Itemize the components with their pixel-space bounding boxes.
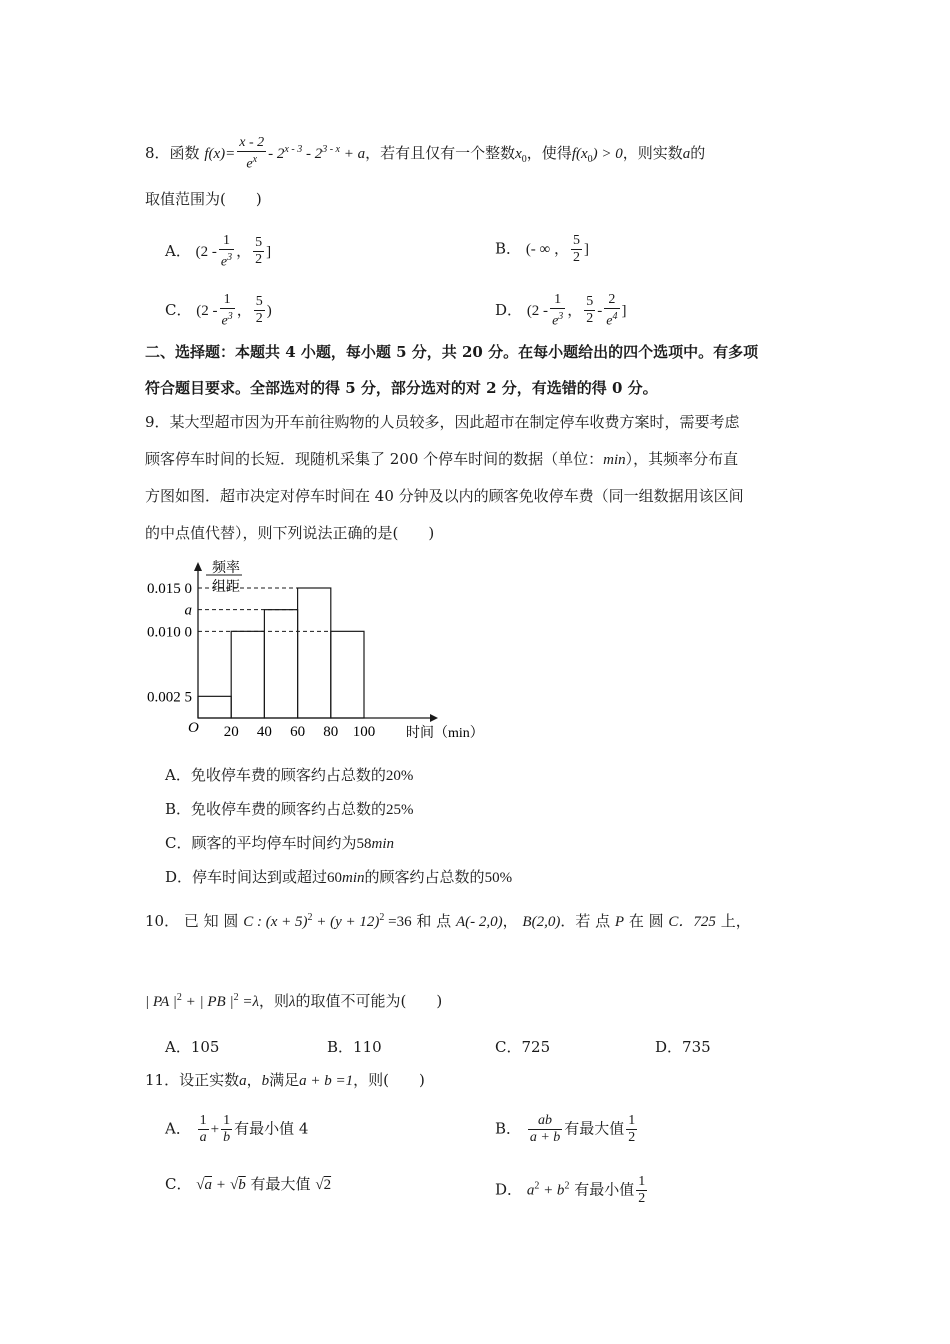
q9-option-c-label: C． (165, 834, 192, 852)
q8-a: a (682, 145, 691, 162)
q8-cond: f(x (571, 145, 588, 162)
q8-a-comma: ， (236, 241, 252, 260)
q8-a-end: ] (266, 243, 272, 260)
q8-c-end: ) (266, 302, 272, 319)
q8-number: 8． (145, 143, 170, 162)
q8-d-frac1-den-exp: 3 (558, 311, 564, 322)
q9-option-c-value: 58 (356, 836, 372, 852)
q11-c-root2: b (238, 1177, 246, 1193)
q8-a-frac2-num: 5 (255, 235, 263, 251)
q11-option-b[interactable] (495, 1113, 639, 1146)
q8-term3: + a (339, 145, 366, 162)
q11-a-frac2 (221, 1113, 232, 1146)
q9-option-d-value2: 50% (484, 870, 513, 886)
q11-option-a[interactable] (165, 1113, 308, 1146)
q8-fraction (237, 135, 266, 173)
q8-option-c[interactable] (165, 292, 272, 330)
q8-d-frac2 (584, 294, 595, 327)
y-label-bottom: 组距 (212, 580, 240, 595)
q10-sq2: 2 (379, 912, 385, 923)
sqrt-icon: √ (196, 1177, 205, 1193)
q8-d-frac1-den-base: e (552, 313, 559, 329)
q10-text4: ．若 点 (560, 912, 611, 930)
q8-d-frac3-den-exp: 4 (612, 311, 618, 322)
q11-c-root1: a (204, 1177, 212, 1193)
q11-c-plus: + (216, 1177, 226, 1193)
q8-c-frac1-den-exp: 3 (227, 311, 233, 322)
q11-d-sq1: 2 (534, 1180, 540, 1192)
q8-c-frac1-den (220, 309, 235, 330)
q9-option-b-label: B． (165, 800, 192, 818)
x-tick-label: 80 (323, 724, 339, 740)
x-axis-label: 时间（min） (406, 726, 484, 741)
q9-stem-line2 (145, 449, 738, 470)
q8-d-comma: ， (567, 300, 583, 319)
q8-frac-den-base: e (246, 156, 253, 172)
q8-option-c-label: C． (165, 300, 192, 319)
q11-d-frac-den: 2 (638, 1191, 646, 1206)
q9-option-a-text: 免收停车费的顾客约占总数的 (190, 766, 386, 784)
q11-option-b-label: B． (495, 1119, 522, 1138)
q11-d-text: 有最小值 (574, 1180, 635, 1199)
q8-c-frac1-den-base: e (221, 313, 228, 329)
q11-condition: a + b =1 (299, 1073, 354, 1089)
q8-a-frac2 (253, 235, 264, 268)
q8-text5: 的 (690, 143, 706, 162)
q8-frac-den (237, 152, 266, 173)
histogram-static (188, 560, 484, 741)
q8-d-end: ] (621, 302, 627, 319)
q10-lambda: λ (288, 994, 296, 1010)
q11-d-frac (636, 1174, 647, 1207)
section2-heading-line1: 二、选择题：本题共 4 小题，每小题 5 分，共 20 分。在每小题给出的四个选项中。有多项 (145, 343, 759, 361)
q10-sq1: 2 (307, 912, 313, 923)
q8-d-frac1 (550, 292, 565, 330)
q10-esq2: 2 (233, 992, 239, 1003)
q8-c-frac1 (220, 292, 235, 330)
q8-term2: - 2 (302, 145, 323, 162)
q9-option-b-text: 免收停车费的顾客约占总数的 (191, 800, 387, 818)
sqrt-icon: √ (230, 1177, 239, 1193)
q10-point-p: P (614, 914, 625, 930)
q10-esq1: 2 (176, 992, 182, 1003)
q9-option-d-label: D． (165, 868, 193, 886)
q10-text8: 的取值不可能为( ) (295, 992, 443, 1010)
q8-frac-num: x - 2 (239, 135, 265, 150)
q11-b-frac (528, 1113, 562, 1146)
x-tick-label: 20 (223, 724, 239, 740)
q10-text1: 已 知 圆 (183, 912, 239, 930)
q9-option-d-text: 停车时间达到或超过 (192, 868, 328, 886)
q10-stem-line2 (145, 988, 442, 1012)
q11-a-text: 有最小值 4 (234, 1119, 309, 1138)
q10-number: 10． (145, 912, 180, 930)
y-tick-label: a (184, 602, 192, 619)
section2-heading-line2: 符合题目要求。全部选对的得 5 分，部分选对的对 2 分，有选错的得 0 分。 (145, 379, 658, 397)
q8-d-frac2-num: 5 (586, 294, 594, 310)
q11-c-root3: 2 (323, 1177, 332, 1193)
q8-a-frac2-den: 2 (255, 252, 263, 268)
x-tick-label: 40 (256, 724, 272, 740)
q11-a-frac1-num: 1 (199, 1113, 207, 1128)
q10-expr3: =λ (238, 994, 259, 1010)
q11-d-sq2: 2 (564, 1180, 570, 1192)
q8-b-frac-num: 5 (573, 233, 580, 248)
q9-option-d[interactable] (165, 867, 512, 888)
q8-option-b-label: B． (495, 239, 522, 258)
q11-a: a (239, 1073, 247, 1089)
histogram-bar (298, 588, 331, 718)
q9-stem-line2a: 顾客停车时间的长短．现随机采集了 200 个停车时间的数据（单位： (145, 450, 604, 468)
q8-d-frac1-den (550, 309, 565, 330)
q9-stem-line2b: ），其频率分布直 (625, 450, 739, 468)
q8-d-frac2-den: 2 (586, 311, 594, 327)
q11-option-d[interactable] (495, 1174, 649, 1207)
q10-circle-eq3: =36 (384, 914, 412, 930)
q11-a-frac1-den: a (199, 1130, 207, 1145)
q8-a-frac1-den-base: e (220, 254, 228, 270)
y-label-top: 频率 (212, 561, 240, 576)
q10-circle-c: C．725 (668, 914, 716, 930)
q8-text2: ，若有且仅有一个整数 (365, 143, 516, 162)
q8-d-minus: - (597, 302, 603, 319)
q9-option-a[interactable] (165, 765, 413, 786)
q11-b-frac-num: ab (528, 1113, 562, 1130)
q8-exp2: 3 - x (322, 143, 340, 155)
q8-stem-line2: 取值范围为( ) (145, 190, 262, 208)
q8-option-a[interactable] (165, 233, 271, 271)
q11-b: b (261, 1073, 270, 1089)
q8-a-pre: (2 - (195, 243, 217, 260)
q11-d-frac-num: 1 (638, 1174, 646, 1189)
q10-text6: 上， (720, 912, 751, 930)
q9-option-c[interactable] (165, 833, 394, 854)
y-tick-label: 0.010 0 (147, 624, 192, 641)
q8-d-frac3-den (604, 309, 619, 330)
q9-option-d-unit: min (342, 870, 365, 886)
histogram-bar (231, 631, 264, 718)
q8-stem (145, 135, 705, 173)
q8-d-frac3-den-base: e (606, 313, 613, 329)
q11-option-c-label: C． (165, 1175, 192, 1193)
q8-exp1: x - 3 (284, 143, 303, 155)
q9-option-a-label: A． (165, 766, 191, 784)
q8-x0: x (515, 145, 522, 162)
q8-b-frac (571, 233, 582, 266)
q10-option-a[interactable]: A．105 (165, 1038, 220, 1056)
q9-unit: min (603, 452, 626, 468)
q10-point-a: A(- 2,0) (455, 914, 503, 930)
x-tick-label: 60 (290, 724, 306, 740)
q11-b-text: 有最大值 (564, 1119, 625, 1138)
q8-a-frac1 (219, 233, 234, 271)
q11-b-frac2 (626, 1113, 637, 1146)
q8-a-frac1-num: 1 (219, 233, 234, 250)
q11-text1: 11．设正实数 (145, 1071, 240, 1089)
q8-option-d[interactable] (495, 292, 627, 330)
q11-d-a: a (526, 1182, 535, 1199)
q10-expr2: + | PB | (181, 994, 234, 1010)
q11-stem (145, 1070, 425, 1091)
q10-circle-eq2: + (y + 12) (312, 914, 380, 930)
q9-option-d-value: 60 (327, 870, 343, 886)
q9-stem-line3: 方图如图．超市决定对停车时间在 40 分钟及以内的顾客免收停车费（同一组数据用该区间 (145, 487, 744, 505)
q8-text3: ，使得 (526, 143, 572, 162)
origin-label: O (188, 720, 199, 736)
q11-option-a-label: A． (165, 1119, 191, 1138)
q8-c-comma: ， (236, 300, 252, 319)
q9-option-c-unit: min (371, 836, 394, 852)
q8-b-frac-den: 2 (573, 250, 580, 265)
q9-option-d-text2: 的顾客约占总数的 (364, 868, 485, 886)
q8-option-b[interactable] (495, 233, 589, 266)
q8-text4: ，则实数 (622, 143, 683, 162)
q9-stem-line1: 9．某大型超市因为开车前往购物的人员较多，因此超市在制定停车收费方案时，需要考虑 (145, 413, 740, 431)
q8-x0-sub: 0 (521, 153, 527, 165)
q10-point-b: B(2,0) (522, 914, 561, 930)
q9-option-c-text: 顾客的平均停车时间约为 (191, 834, 357, 852)
q8-function: f(x)= (204, 145, 236, 162)
q10-text7: ，则 (258, 992, 289, 1010)
frequency-histogram (140, 555, 520, 755)
sqrt-icon: √ (315, 1177, 324, 1193)
q11-a-frac2-num: 1 (223, 1113, 231, 1128)
q8-cond2: ) > 0 (592, 145, 623, 162)
q11-b-frac2-num: 1 (628, 1113, 636, 1128)
q10-option-b[interactable]: B．110 (327, 1038, 382, 1056)
q11-b-frac-den: a + b (529, 1130, 561, 1145)
q8-c-frac2-num: 5 (255, 294, 263, 310)
q8-c-pre: (2 - (196, 302, 218, 319)
q9-option-b-value: 25% (386, 802, 414, 818)
x-axis-arrow-icon (430, 714, 438, 722)
y-tick-label: 0.015 0 (147, 581, 192, 597)
q11-text4: ，则( ) (353, 1071, 425, 1089)
q10-option-c[interactable]: C．725 (495, 1038, 551, 1056)
q8-c-frac2-den: 2 (255, 311, 263, 327)
histogram-bar (331, 631, 364, 718)
q11-a-frac1 (198, 1113, 209, 1146)
y-tick-label: 0.002 5 (147, 689, 192, 706)
q11-b-frac2-den: 2 (628, 1130, 636, 1145)
q10-stem (145, 908, 751, 932)
q11-option-c[interactable] (165, 1174, 331, 1195)
q8-d-frac3 (604, 292, 619, 330)
q10-comma: ， (502, 912, 518, 930)
q8-d-frac1-num: 1 (550, 292, 565, 309)
q8-d-frac3-num: 2 (604, 292, 619, 309)
q10-expr: | PA | (145, 994, 177, 1010)
q9-option-a-value: 20% (385, 768, 414, 784)
q8-option-d-label: D． (495, 300, 523, 319)
q10-text5: 在 圆 (628, 912, 664, 930)
q8-b-pre: (- ∞ ， (525, 241, 569, 258)
q8-a-frac1-den-exp: 3 (227, 252, 233, 263)
q8-d-pre: (2 - (526, 302, 549, 319)
q8-c-frac2 (254, 294, 265, 327)
q10-text2: 和 点 (416, 912, 452, 930)
q11-comma: ， (246, 1071, 262, 1089)
histogram-bar (198, 696, 231, 718)
q8-c-frac1-num: 1 (220, 292, 235, 309)
q11-option-d-label: D． (495, 1180, 523, 1199)
q8-frac-den-exp: x (252, 154, 258, 165)
q10-circle-eq: C : (x + 5) (243, 914, 308, 930)
q8-term1: - 2 (268, 145, 285, 162)
histogram-bar (264, 610, 297, 718)
q11-d-plus-b: + b (539, 1182, 565, 1199)
q11-text3: 满足 (269, 1071, 300, 1089)
x-tick-label: 100 (352, 724, 376, 740)
q9-option-b[interactable] (165, 799, 414, 820)
q9-stem-line4: 的中点值代替），则下列说法正确的是( ) (145, 524, 435, 542)
q8-text: 函数 (169, 143, 200, 162)
q10-option-d[interactable]: D．735 (655, 1038, 711, 1056)
q8-option-a-label: A． (165, 241, 191, 260)
q11-a-frac2-den: b (223, 1130, 231, 1145)
y-axis-arrow-icon (194, 562, 202, 571)
q11-c-text: 有最大值 (250, 1175, 311, 1193)
q8-b-end: ] (584, 241, 589, 258)
q11-a-plus: + (210, 1121, 220, 1138)
q8-a-frac1-den (219, 250, 234, 271)
q8-cond-sub: 0 (587, 153, 593, 165)
